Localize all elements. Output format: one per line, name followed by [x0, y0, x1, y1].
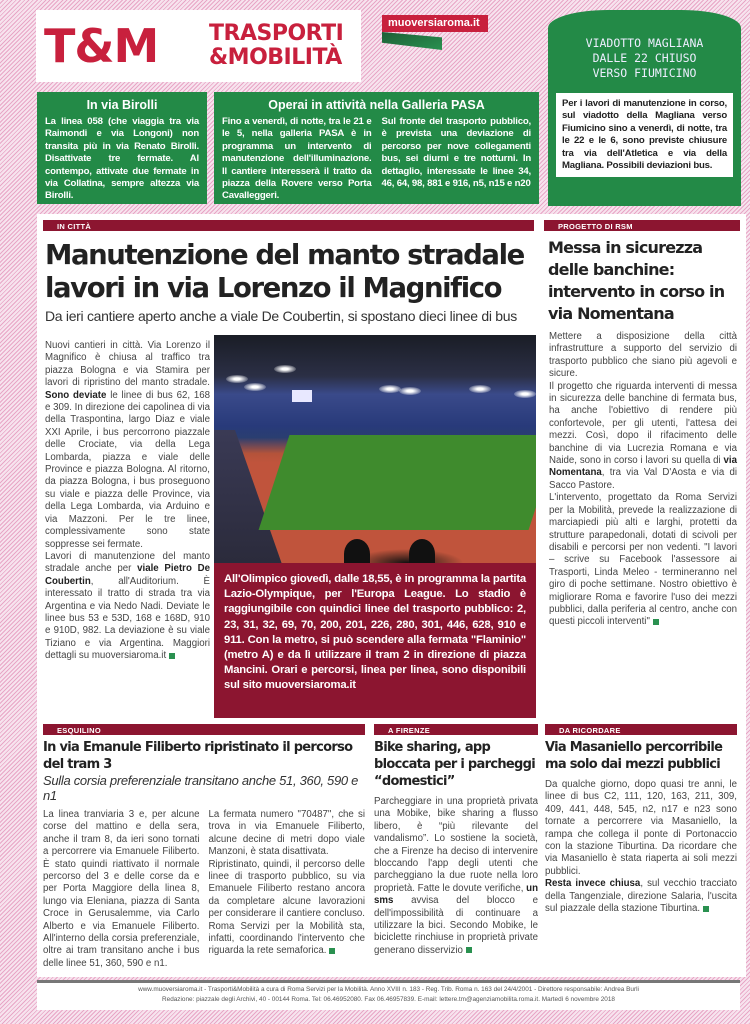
viadotto-text-box — [556, 93, 733, 177]
body-text: L'intervento, progettato da Roma Servizi per la Mobilità, prevede la realizzazione di marciapiedi più alti e larghi, protetti da strutture parapedonali, dotati di scivoli per disabili e percorsi per non vedenti. "I lavori – scrive su Facebook l'assessore ai Trasporti, Linda Meleo - termineranno nel giro di poche settimane. Nostro obiettivo è migliorare Roma e favorire l'uso dei mezzi pubblici, dalla periferia al centro, anche con questi piccoli interventi" — [549, 492, 737, 628]
right-body — [540, 325, 746, 635]
footer-line: Redazione: piazzale degli Archivi, 40 - 00144 Roma. Tel: 06.46952080. Fax 06.46957839. E-mail: lettere.tm@agenziamobilita.roma.it. Martedì 6 novembre 2018 — [162, 996, 615, 1003]
photo-floodlight — [226, 375, 248, 383]
body-col — [209, 809, 366, 970]
main-subhead: Da ieri cantiere aperto anche a viale De Coubertin, si spostano dieci linee di bus — [45, 308, 517, 324]
body-text: Parcheggiare in una proprietà privata una Mobike, bike sharing a flusso libero, è “più rilevante del vandalismo”. Lo sostiene la società, che a Firenze ha deciso di intervenire bloccando l'app degli utenti che parcheggiano la due ruote nella loro proprietà. Fatte le dovute verifiche, — [374, 796, 538, 894]
main-headline: Manutenzione del manto stradale lavori in via Lorenzo il Magnifico — [45, 239, 524, 304]
viadotto-title-line: VERSO FIUMICINO — [592, 66, 697, 80]
right-headline: Messa in sicurezza delle banchine: intervento in corso in via Nomentana — [548, 238, 725, 323]
ricordare-article — [545, 724, 737, 915]
body-text: Mettere a disposizione della città infrastrutture a supporto del servizio di trasporto pubblico che siano più agevoli e sicure. — [549, 331, 737, 380]
main-article — [37, 214, 540, 722]
photo-pitch — [259, 435, 536, 530]
body-bold: via Nomentana — [549, 455, 737, 479]
body-text: , sul vecchio tracciato della Tangenziale, direzione Salaria, l'uscita sul piazzale della stazione Tiburtina. — [545, 878, 737, 915]
end-mark-icon — [653, 619, 659, 625]
esquilino-body — [43, 809, 365, 970]
title-line-2: &MOBILITÀ — [209, 45, 342, 70]
end-mark-icon — [466, 947, 472, 953]
body-text: Ripristinato, quindi, il percorso delle linee di trasporto pubblico, su via Emanuele Filiberto restano ancora da completare alcune lavorazioni per considerare il cantiere concluso. Roma Servizi per la Mobilità sta, infatti, coordinando l'intervento che riguarda la rete semaforica. — [208, 858, 365, 957]
brief-text-col2: Sul fronte del trasporto pubblico, è prevista una deviazione di percorso per nove collegamenti bus, sei diurni e tre notturni. In dettaglio, interessate le linee 34, 46, 64, 98, 881 e 916, n5, n15 e n20 — [381, 116, 531, 190]
body-text: , tra via Val D'Aosta e via di Sacco Pastore. — [549, 467, 737, 491]
viadotto-title-line: VIADOTTO MAGLIANA — [585, 36, 704, 50]
esquilino-article — [43, 724, 365, 970]
photo-floodlight — [514, 390, 536, 398]
ricordare-body — [545, 779, 737, 915]
brief-pasa — [214, 92, 539, 204]
footer-line: www.muoversiaroma.it - Trasporti&Mobilità a cura di Roma Servizi per la Mobilità. Anno XVIII n. 183 - Reg. Trib. Roma n. 163 del 24/4/2001 - Direttore responsabile: Andrea Burli — [138, 986, 639, 993]
firenze-article — [374, 724, 538, 957]
colophon-footer — [37, 980, 740, 1010]
photo-floodlight — [399, 387, 421, 395]
tm-logo: T&M — [44, 19, 159, 73]
brief-title: Operai in attività nella Galleria PASA — [268, 98, 485, 112]
body-text: le linee di bus 62, 168 e 309. In direzione dei capolinea di via della Traspontina, largo Diaz e viale XXI Aprile, i bus percorrono piazzale delle Crociate, via della Lega Lombarda, piazza e viale delle Province e piazza Bologna. Al ritorno, da piazza Bologna, i bus proseguono su viale e piazza delle Province, via della Lega Lombarda, via Arduino e via Mazzoni. Per le tre linee, complessivamente sono state soppresse sei fermate. — [45, 389, 210, 550]
photo-floodlight — [469, 385, 491, 393]
stadio-olimpico-photo — [214, 335, 536, 563]
body-bold: Sono deviate — [45, 389, 107, 401]
body-bold: Resta invece chiusa — [545, 878, 641, 890]
title-line-1: TRASPORTI — [209, 21, 344, 46]
photo-spectator — [409, 539, 435, 563]
photo-floodlight — [379, 385, 401, 393]
viadotto-text: Per i lavori di manutenzione in corso, sul viadotto della Magliana verso Fiumicino sino a venerdì, di notte, tra le 22 e le 6, sono previste chiusure tra via dell'Atletica e via della Magliana. Possibili deviazioni bus. — [562, 98, 727, 172]
body-text: La fermata numero "70487", che si trova in via Emanuele Filiberto, alcune decine di metri dopo viale Manzoni, è stata disattivata. — [208, 809, 365, 858]
site-badge[interactable]: muoversiaroma.it — [382, 15, 488, 32]
photo-floodlight — [274, 365, 296, 373]
ricordare-headline: Via Masaniello percorribile ma solo dai mezzi pubblici — [545, 740, 723, 772]
firenze-body — [374, 796, 538, 957]
section-label: A FIRENZE — [374, 724, 538, 735]
viadotto-title — [556, 36, 733, 81]
bottom-row — [37, 722, 746, 977]
section-label: PROGETTO DI RSM — [544, 220, 740, 231]
body-text: Da qualche giorno, dopo quasi tre anni, le linee di bus C2, 111, 120, 163, 211, 309, 409, 441, 448, 545, n2, n17 e n23 sono tornate a percorrere via Masaniello, la rampa che collega il ponte di Portonaccio con la stazione Tiburtina. Da ricordare che via Masaniello è stata riaperta ai soli mezzi pubblici. — [545, 779, 737, 877]
end-mark-icon — [329, 948, 335, 954]
viadotto-title-line: DALLE 22 CHIUSO — [592, 51, 697, 65]
esquilino-headline: In via Emanule Filiberto ripristinato il percorso del tram 3 — [43, 740, 353, 772]
right-article — [540, 214, 746, 722]
esquilino-subhead: Sulla corsia preferenziale transitano anche 51, 360, 590 e n1 — [43, 773, 359, 803]
brief-text: La linea 058 (che viaggia tra via Raimondi e via Longoni) non transita più in via Renato Birolli. Disattivate tre fermate. Al contempo, attivate due fermate in via Collatina, sempre altezza via Birolli. — [45, 116, 199, 202]
brief-birolli — [37, 92, 207, 204]
main-body — [45, 340, 210, 663]
olimpico-callout: All'Olimpico giovedì, dalle 18,55, è in programma la partita Lazio-Olympique, per l'Europa League. Lo stadio è raggiungibile con quindici linee del trasporto pubblico: 2, 23, 31, 32, 69, 70, 200, 201, 226, 280, 301, 446, 628, 910 e 911. Con la metro, si può scendere alla fermata "Flaminio" (metro A) e da lì utilizzare il tram 2 in direzione di piazza Mancini. Orari e percorsi, linea per linea, sono disponibili sul sito muoversiaroma.it — [214, 563, 536, 718]
firenze-headline: Bike sharing, app bloccata per i parcheggi “domestici” — [374, 740, 535, 789]
viadotto-sign — [548, 10, 741, 206]
section-label: ESQUILINO — [43, 724, 365, 735]
brief-title: In via Birolli — [86, 98, 158, 112]
brief-text-col1: Fino a venerdì, di notte, tra le 21 e le 5, nella galleria PASA è in programma un intervento di manutenzione dell'illuminazione. Il cantiere interesserà il tratto da piazza della Rovere verso Porta Cavalleggeri. — [222, 116, 372, 202]
body-text: Lavori di manutenzione del manto stradale anche per — [45, 550, 210, 575]
body-text: Il progetto che riguarda interventi di messa in sicurezza delle banchine di fermata bus, ha anche l'obiettivo di rendere più confortevole, per gli utenti, l'attesa dei mezzi. Così, dopo il rifacimento delle banchine di via Lucrezia Romana e via Naide, sono in corso i lavori su quella di — [549, 380, 737, 467]
body-text: Nuovi cantieri in città. Via Lorenzo il Magnifico è chiusa al traffico tra piazza Bologna e via Stamira per lavori di ripristino del manto stradale. — [45, 340, 210, 389]
body-bold: viale Pietro De Coubertin — [45, 563, 210, 587]
end-mark-icon — [169, 653, 175, 659]
body-bold: un sms — [374, 882, 538, 907]
photo-spectator — [344, 539, 370, 563]
end-mark-icon — [703, 906, 709, 912]
body-col: La linea tranviaria 3 e, per alcune corse del mattino e della sera, anche il tram 8, da ieri sono tornati a percorrere via Emanuele Filiberto. È stato quindi riattivato il normale percorso del 3 e delle corse da e per Porta Maggiore della linea 8, lungo via Eleniana, piazza di Santa Croce in Gerusalemme, via Carlo Alberto e via Emanuele Filiberto. All'interno della corsia preferenziale, oltre ai tram transitano anche i bus delle linee 51, 360, 590 e n1. — [43, 809, 200, 969]
section-label: IN CITTÀ — [43, 220, 534, 231]
body-text: , all'Auditorium. È interessato il tratto di strada tra via Argentina e via Nedo Nadi. Deviate le linee bus 53 e 53D, 168 e 168D, 910 e 910D, 982. La deviazione è su viale Tiziano e via Argentina. Maggiori dettagli su muoversiaroma.it — [45, 575, 210, 662]
photo-floodlight — [244, 383, 266, 391]
masthead — [36, 10, 361, 82]
photo-scoreboard — [292, 390, 312, 402]
section-label: DA RICORDARE — [545, 724, 737, 735]
body-text: avvisa del blocco e dell'impossibilità di continuare a utilizzare la bici. Secondo Mobike, le biciclette rinchiuse in proprietà private generano disservizio — [374, 895, 538, 956]
ribbon-icon — [382, 32, 442, 50]
masthead-title — [209, 22, 343, 70]
